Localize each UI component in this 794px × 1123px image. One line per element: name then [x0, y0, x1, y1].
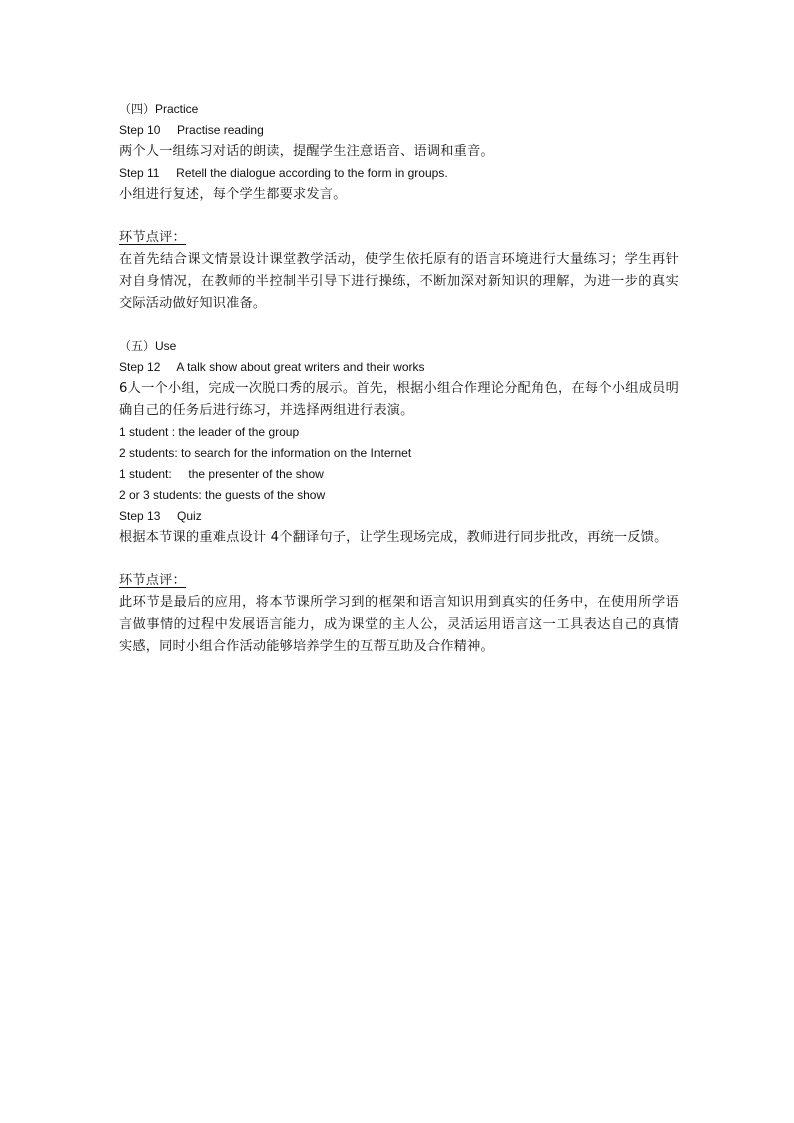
role-item: 1 student : the leader of the group — [119, 425, 300, 439]
document-page — [119, 99, 679, 658]
paragraph-gap — [119, 315, 679, 336]
step-12-description: 6人一个小组，完成一次脱口秀的展示。首先，根据小组合作理论分配角色，在每个小组成员明确自己的任务后进行练习，并选择两组进行表演。 — [119, 381, 679, 418]
section-5-comment-text: 此环节是最后的应用，将本节课所学习到的框架和语言知识用到真实的任务中，在使用所学语言做事情的过程中发展语言能力，成为课堂的主人公，灵活运用语言这一工具表达自己的真情实感，同时小组合作活动能够培养学生的互帮互助及合作精神。 — [119, 595, 679, 654]
step-12-label: Step 12 — [119, 360, 161, 374]
step-10-description: 两个人一组练习对话的朗读，提醒学生注意语音、语调和重音。 — [119, 144, 494, 159]
step-11-label: Step 11 — [119, 166, 160, 180]
role-item: 1 student: the presenter of the show — [119, 467, 324, 481]
section-4-comment-heading: 环节点评： — [119, 230, 186, 245]
role-item: 2 or 3 students: the guests of the show — [119, 488, 326, 502]
section-5-heading: （五）Use — [119, 339, 177, 353]
section-5-comment-heading: 环节点评： — [119, 573, 186, 588]
step-10-line — [119, 120, 679, 141]
section-5-comment-heading-line — [119, 570, 679, 592]
step-12-line — [119, 357, 679, 378]
step-13-title: Quiz — [177, 509, 202, 523]
section-4-comment-heading-line — [119, 227, 679, 249]
step-11-description: 小组进行复述，每个学生都要求发言。 — [119, 187, 347, 202]
role-item: 2 students: to search for the information on the Internet — [119, 446, 412, 460]
step-13-description: 根据本节课的重难点设计 4个翻译句子，让学生现场完成，教师进行同步批改，再统一反馈。 — [119, 530, 668, 545]
step-11-title: Retell the dialogue according to the form in groups. — [176, 166, 448, 180]
step-13-label: Step 13 — [119, 509, 161, 523]
step-11-line — [119, 163, 679, 184]
paragraph-gap — [119, 206, 679, 227]
paragraph-gap — [119, 549, 679, 570]
step-10-label: Step 10 — [119, 123, 161, 137]
step-12-title: A talk show about great writers and their works — [176, 360, 425, 374]
step-13-line — [119, 506, 679, 527]
section-4-comment-text: 在首先结合课文情景设计课堂教学活动，使学生依托原有的语言环境进行大量练习；学生再针对自身情况，在教师的半控制半引导下进行操练，不断加深对新知识的理解，为进一步的真实交际活动做好知识准备。 — [119, 252, 679, 311]
section-4-heading: （四）Practice — [119, 102, 199, 116]
step-10-title: Practise reading — [177, 123, 264, 137]
